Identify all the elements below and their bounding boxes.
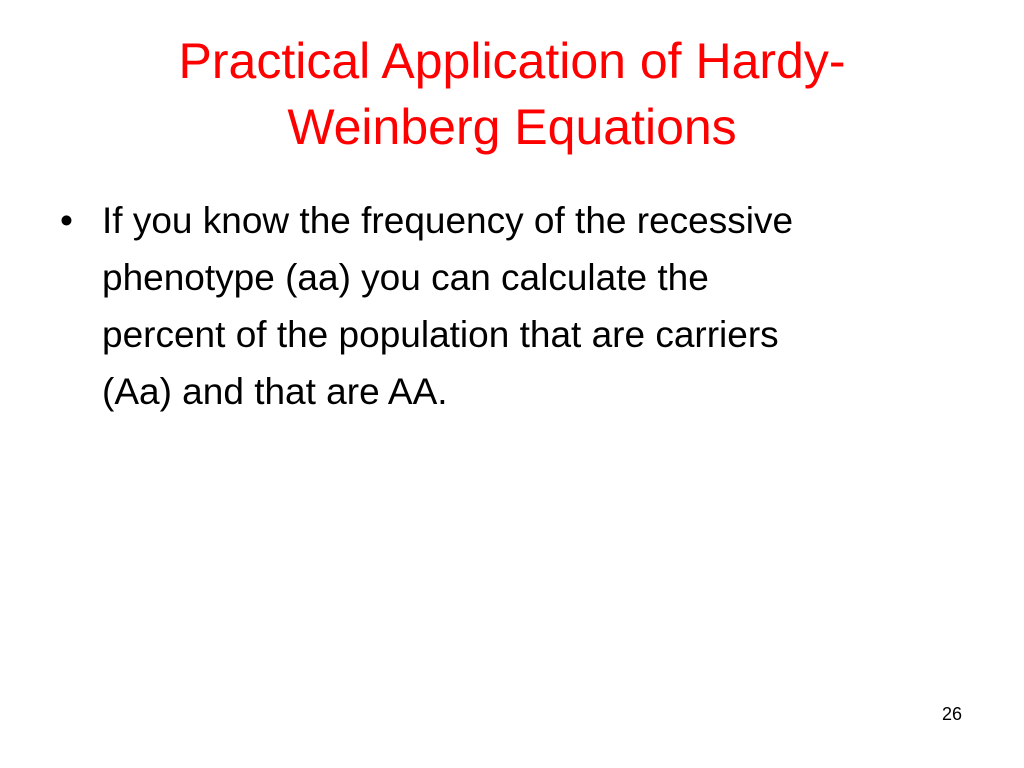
bullet-text-line-2: phenotype (aa) you can calculate the — [102, 257, 709, 298]
bullet-item — [60, 192, 980, 420]
bullet-text-line-1: If you know the frequency of the recessive — [102, 200, 794, 241]
slide-title-line-2: Weinberg Equations — [287, 99, 737, 155]
bullet-text-line-4: (Aa) and that are AA. — [102, 371, 448, 412]
page-number: 26 — [941, 704, 962, 724]
slide-title — [40, 28, 984, 160]
bullet-text-line-3: percent of the population that are carriers — [102, 314, 779, 355]
bullet-list — [60, 192, 980, 420]
bullet-icon: • — [60, 200, 73, 241]
slide-title-line-1: Practical Application of Hardy- — [178, 33, 846, 89]
